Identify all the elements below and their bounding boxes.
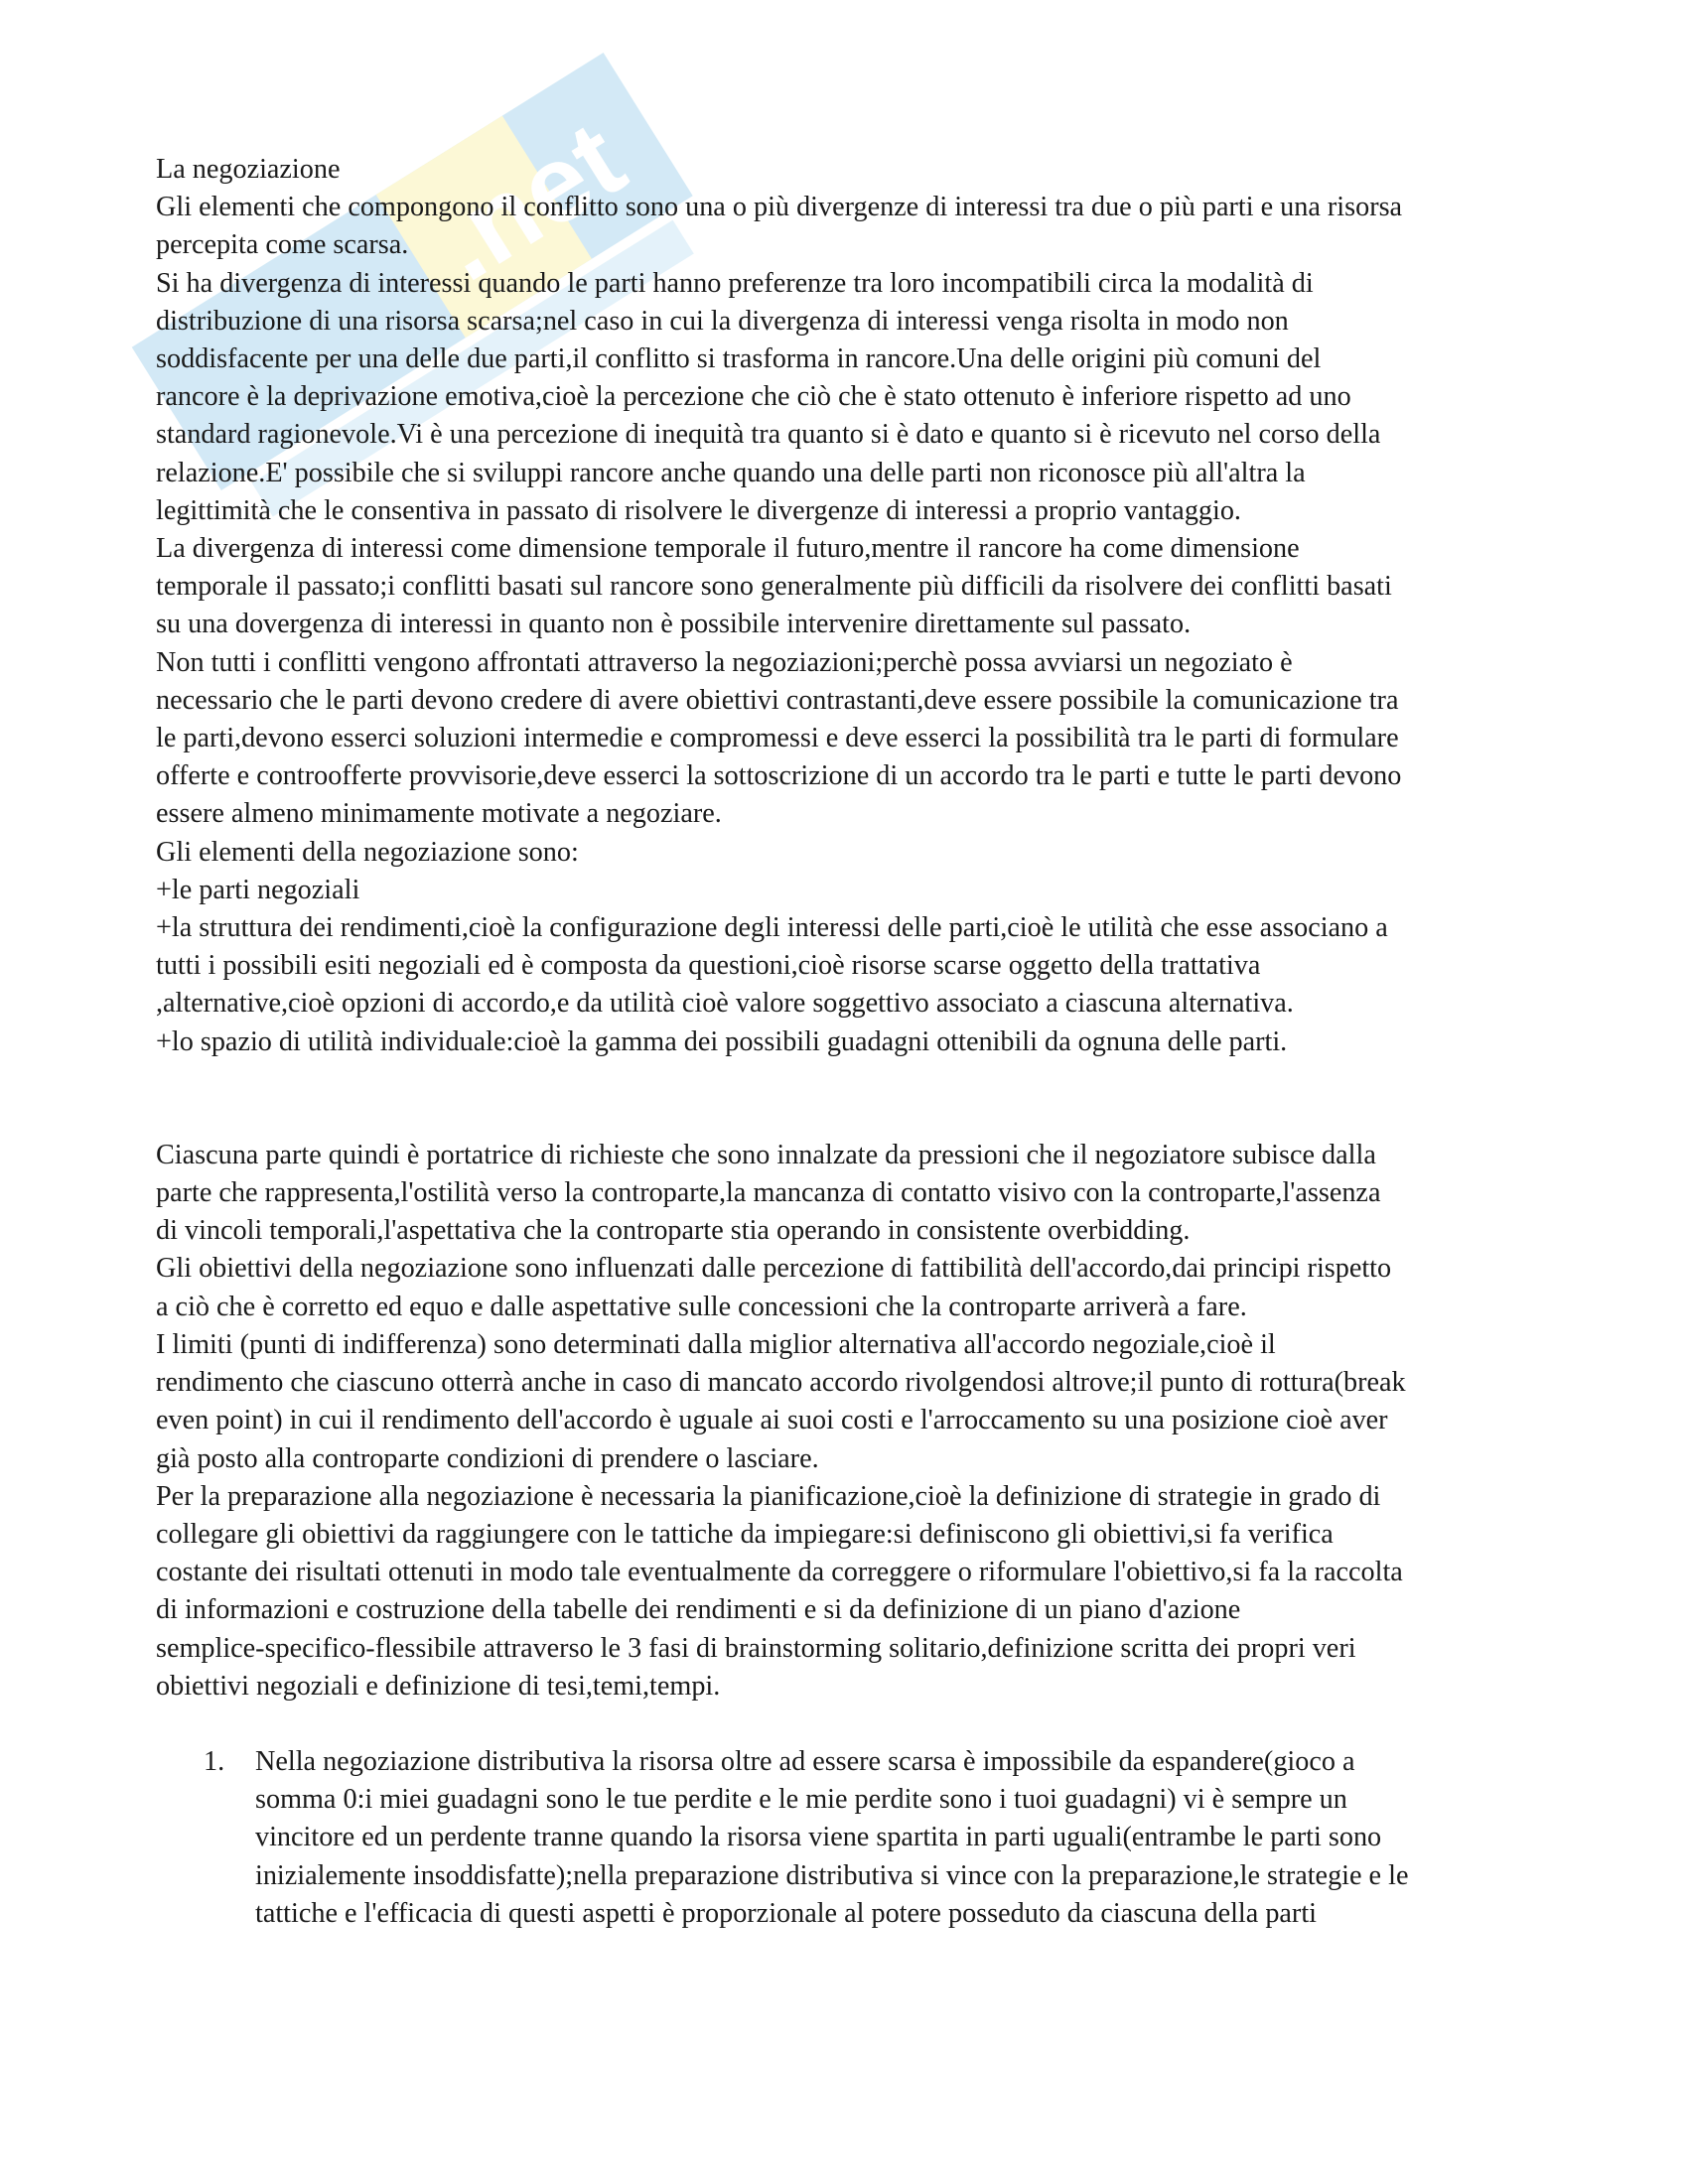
watermark-text: .net — [414, 97, 644, 305]
section-1 — [156, 189, 1635, 1061]
spacer — [156, 1061, 1635, 1137]
paragraph: Per la preparazione alla negoziazione è necessaria la pianificazione,cioè la definizione di strategie in grado di collegare gli obiettivi da raggiungere con le tattiche da impiegare:si definiscono gli obiettivi,si fa verifica costante dei risultati ottenuti in modo tale eventualmente da correggere o riformulare l'obiettivo,si fa la raccolta di informazioni e costruzione della tabelle dei rendimenti e si da definizione di un piano d'azione semplice-specifico-flessibile attraverso le 3 fasi di brainstorming solitario,definizione scritta dei propri veri obiettivi negoziali e definizione di tesi,temi,tempi. — [156, 1480, 1403, 1702]
paragraph: Gli obiettivi della negoziazione sono influenzati dalle percezione di fattibilità dell'accordo,dai principi rispetto a ciò che è corretto ed equo e dalle aspettative sulle concessioni che la controparte arriverà a fare. — [156, 1253, 1392, 1322]
list-number: 1. — [204, 1745, 225, 1777]
paragraph: Ciascuna parte quindi è portatrice di richieste che sono innalzate da pressioni che il negoziatore subisce dalla parte che rappresenta,l'ostilità verso la controparte,la mancanza di contatto visivo con la controparte,l'assenza di vincoli temporali,l'aspettativa che la controparte stia operando in consistente overbidding. — [156, 1139, 1381, 1247]
paragraph: Gli elementi della negoziazione sono: — [156, 836, 579, 868]
section-2 — [156, 1137, 1635, 1706]
paragraph: I limiti (punti di indifferenza) sono determinati dalla miglior alternativa all'accordo negoziale,cioè il rendimento che ciascuno otterrà anche in caso di mancato accordo rivolgendosi altrove;il punto di rottura(break even point) in cui il rendimento dell'accordo è uguale ai suoi costi e l'arroccamento su una posizione cioè aver già posto alla controparte condizioni di prendere o lasciare. — [156, 1328, 1406, 1474]
document-title: La negoziazione — [156, 154, 341, 185]
document-page — [156, 151, 1635, 1933]
paragraph: La divergenza di interessi come dimensione temporale il futuro,mentre il rancore ha come dimensione temporale il passato;i conflitti basati sul rancore sono generalmente più difficili da risolvere dei conflitti basati su una dovergenza di interessi in quanto non è possibile intervenire direttamente sul passato. — [156, 533, 1392, 640]
list-item-text: Nella negoziazione distributiva la risorsa oltre ad essere scarsa è impossibile da espandere(gioco a somma 0:i miei guadagni sono le tue perdite e le mie perdite sono i tuoi guadagni) vi è sempre un vincitore ed un perdente tranne quando la risorsa viene spartita in parti uguali(entrambe le parti sono inizialemente insoddisfatte);nella preparazione distributiva si vince con la preparazione,le strategie e le tattiche e l'efficacia di questi aspetti è proporzionale al potere posseduto da ciascuna della parti — [255, 1745, 1409, 1929]
paragraph: Si ha divergenza di interessi quando le parti hanno preferenze tra loro incompatibili circa la modalità di distribuzione di una risorsa scarsa;nel caso in cui la divergenza di interessi venga risolta in modo non soddisfacente per una delle due parti,il conflitto si trasforma in rancore.Una delle origini più comuni del rancore è la deprivazione emotiva,cioè la percezione che ciò che è stato ottenuto è inferiore rispetto ad uno standard ragionevole.Vi è una percezione di inequità tra quanto si è dato e quanto si è ricevuto nel corso della relazione.E' possibile che si sviluppi rancore anche quando una delle parti non riconosce più all'altra la legittimità che le consentiva in passato di risolvere le divergenze di interessi a proprio vantaggio. — [156, 267, 1381, 526]
spacer — [156, 1706, 1635, 1743]
paragraph: Gli elementi che compongono il conflitto sono una o più divergenze di interessi tra due o più parti e una risorsa percepita come scarsa. — [156, 192, 1403, 261]
list-item: +la struttura dei rendimenti,cioè la configurazione degli interessi delle parti,cioè le utilità che esse associano a tutti i possibili esiti negoziali ed è composta da questioni,cioè risorse scarse oggetto della trattativa ,alternative,cioè opzioni di accordo,e da utilità cioè valore soggettivo associato a ciascuna alternativa. — [156, 912, 1388, 1020]
list-item: +le parti negoziali — [156, 874, 360, 905]
list-item: +lo spazio di utilità individuale:cioè la gamma dei possibili guadagni ottenibili da ognuna delle parti. — [156, 1025, 1288, 1057]
paragraph: Non tutti i conflitti vengono affrontati attraverso la negoziazioni;perchè possa avviarsi un negoziato è necessario che le parti devono credere di avere obiettivi contrastanti,deve essere possibile la comunicazione tra le parti,devono esserci soluzioni intermedie e compromessi e deve esserci la possibilità tra le parti di formulare offerte e controofferte provvisorie,deve esserci la sottoscrizione di un accordo tra le parti e tutte le parti devono essere almeno minimamente motivate a negoziare. — [156, 646, 1402, 830]
numbered-list — [156, 1743, 1635, 1933]
numbered-list-item — [156, 1743, 1635, 1933]
